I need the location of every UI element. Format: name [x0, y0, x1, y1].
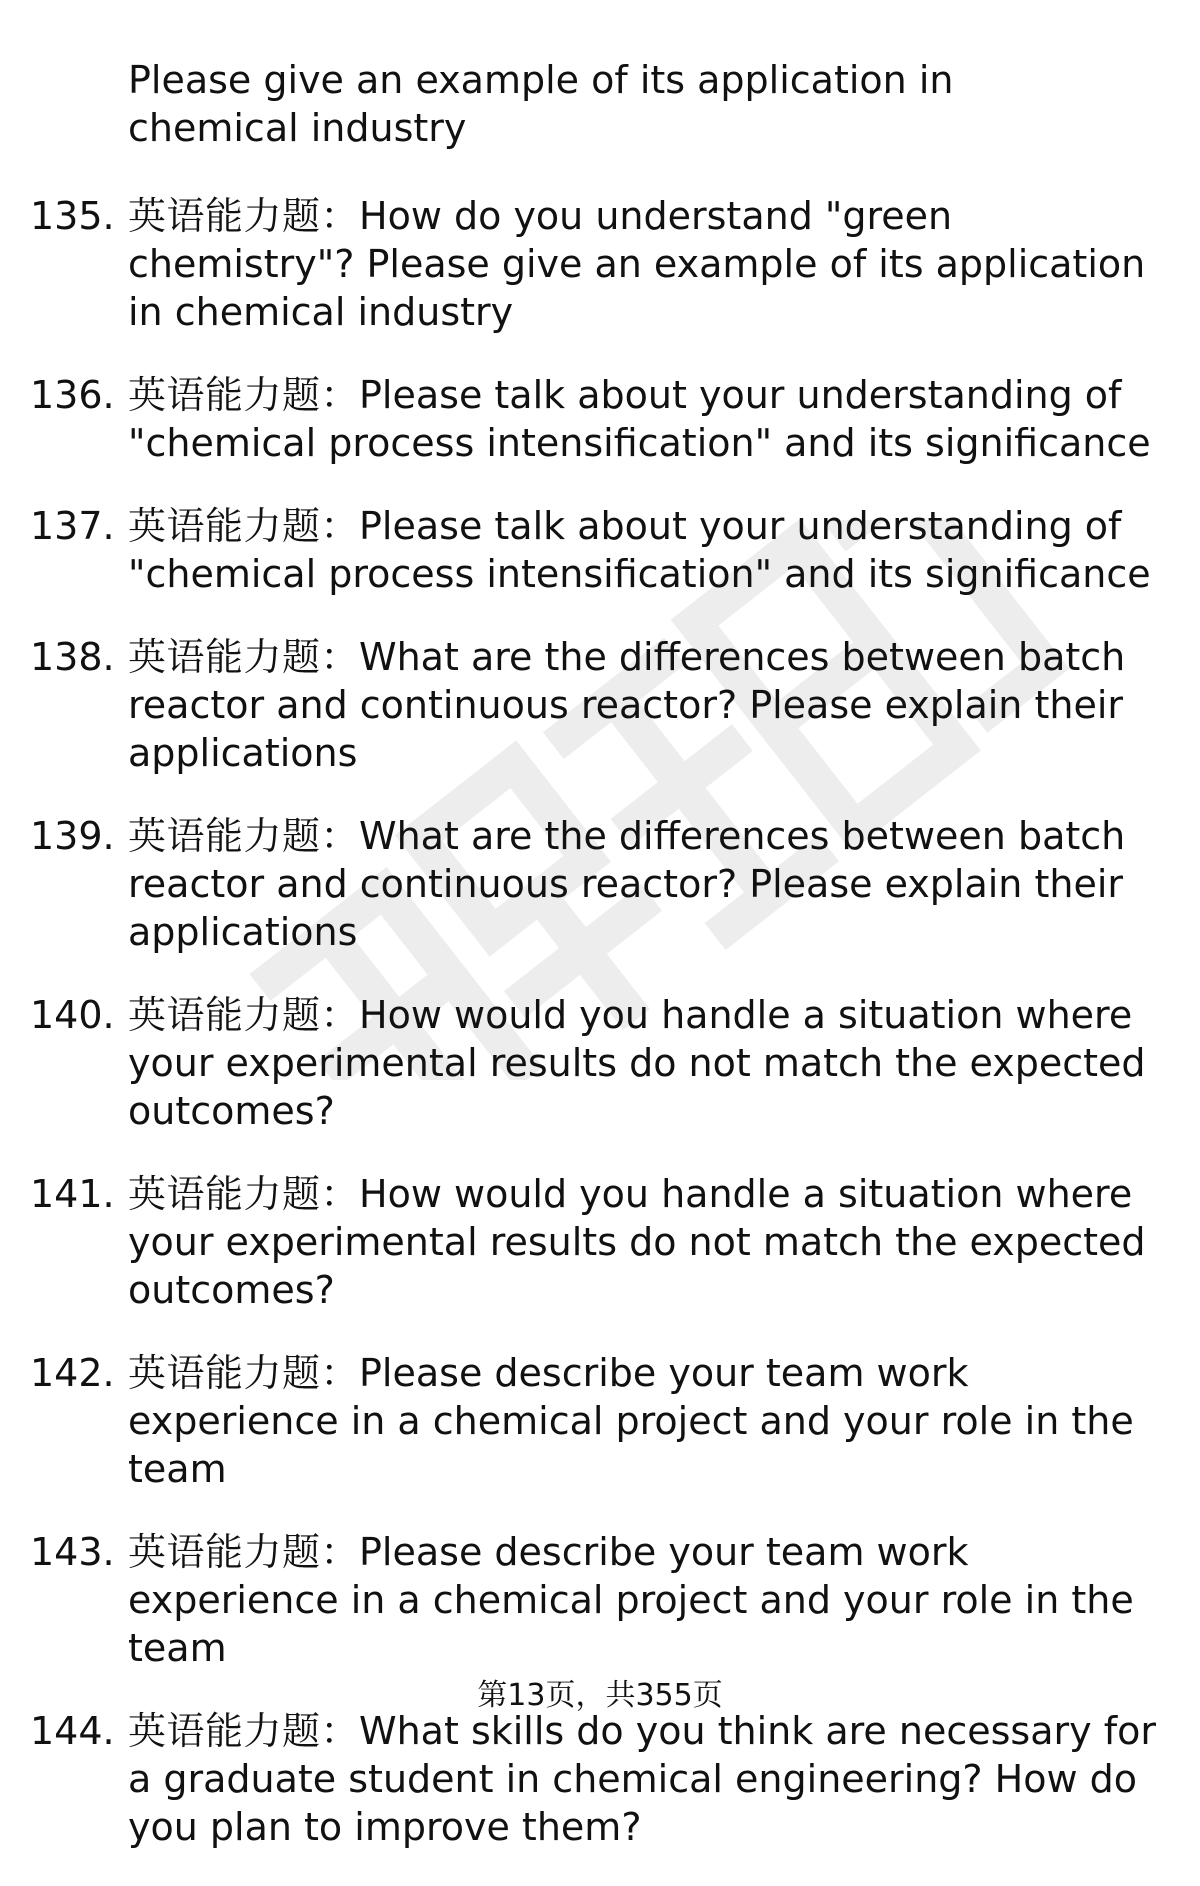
question-body: [128, 1707, 1158, 1851]
question-body: [128, 192, 1158, 336]
question-text: How do you understand "green chemistry"? Please give an example of its application in chemical industry: [128, 194, 1146, 334]
question-body: [128, 1528, 1158, 1672]
question-number: 135.: [30, 194, 115, 238]
question-number: 141.: [30, 1172, 115, 1216]
question-text: Please describe your team work experience in a chemical project and your role in the team: [128, 1530, 1134, 1670]
question-item: [0, 1349, 1200, 1493]
question-item: [0, 633, 1200, 777]
question-list: [0, 192, 1200, 1851]
question-body: [128, 812, 1158, 956]
page-footer: 第13页，共355页: [477, 1678, 723, 1713]
question-number: 138.: [30, 635, 115, 679]
question-category: 英语能力题：: [128, 814, 360, 858]
question-number: 143.: [30, 1530, 115, 1574]
question-item: [0, 1528, 1200, 1672]
question-body: [128, 991, 1158, 1135]
question-text: How would you handle a situation where your experimental results do not match the expected outcomes?: [128, 1172, 1146, 1312]
document-content: [0, 56, 1200, 1886]
continued-question-text: Please give an example of its application in chemical industry: [128, 58, 954, 150]
question-category: 英语能力题：: [128, 1172, 360, 1216]
question-category: 英语能力题：: [128, 635, 360, 679]
question-category: 英语能力题：: [128, 373, 360, 417]
question-item: [0, 502, 1200, 598]
question-number: 144.: [30, 1709, 115, 1753]
question-number: 142.: [30, 1351, 115, 1395]
question-item: [0, 1170, 1200, 1314]
question-item: [0, 991, 1200, 1135]
question-number: 140.: [30, 993, 115, 1037]
question-number: 139.: [30, 814, 115, 858]
question-item: [0, 1707, 1200, 1851]
question-text: How would you handle a situation where your experimental results do not match the expected outcomes?: [128, 993, 1146, 1133]
question-text: Please describe your team work experience in a chemical project and your role in the team: [128, 1351, 1134, 1491]
question-text: What are the differences between batch reactor and continuous reactor? Please explain their applications: [128, 635, 1126, 775]
question-category: 英语能力题：: [128, 194, 360, 238]
question-body: [128, 633, 1158, 777]
question-body: [128, 1349, 1158, 1493]
question-category: 英语能力题：: [128, 1709, 360, 1753]
question-item: [0, 371, 1200, 467]
question-text: What are the differences between batch reactor and continuous reactor? Please explain their applications: [128, 814, 1126, 954]
question-item: [0, 192, 1200, 336]
question-body: [128, 502, 1158, 598]
question-number: 136.: [30, 373, 115, 417]
question-text: Please talk about your understanding of "chemical process intensification" and its significance: [128, 504, 1151, 596]
question-item: [0, 812, 1200, 956]
question-text: Please talk about your understanding of "chemical process intensification" and its significance: [128, 373, 1151, 465]
question-text: What skills do you think are necessary for a graduate student in chemical engineering? How do you plan to improve them?: [128, 1709, 1156, 1849]
question-category: 英语能力题：: [128, 504, 360, 548]
question-body: [128, 371, 1158, 467]
question-number: 137.: [30, 504, 115, 548]
question-category: 英语能力题：: [128, 1530, 360, 1574]
question-category: 英语能力题：: [128, 1351, 360, 1395]
question-category: 英语能力题：: [128, 993, 360, 1037]
question-body: [128, 1170, 1158, 1314]
